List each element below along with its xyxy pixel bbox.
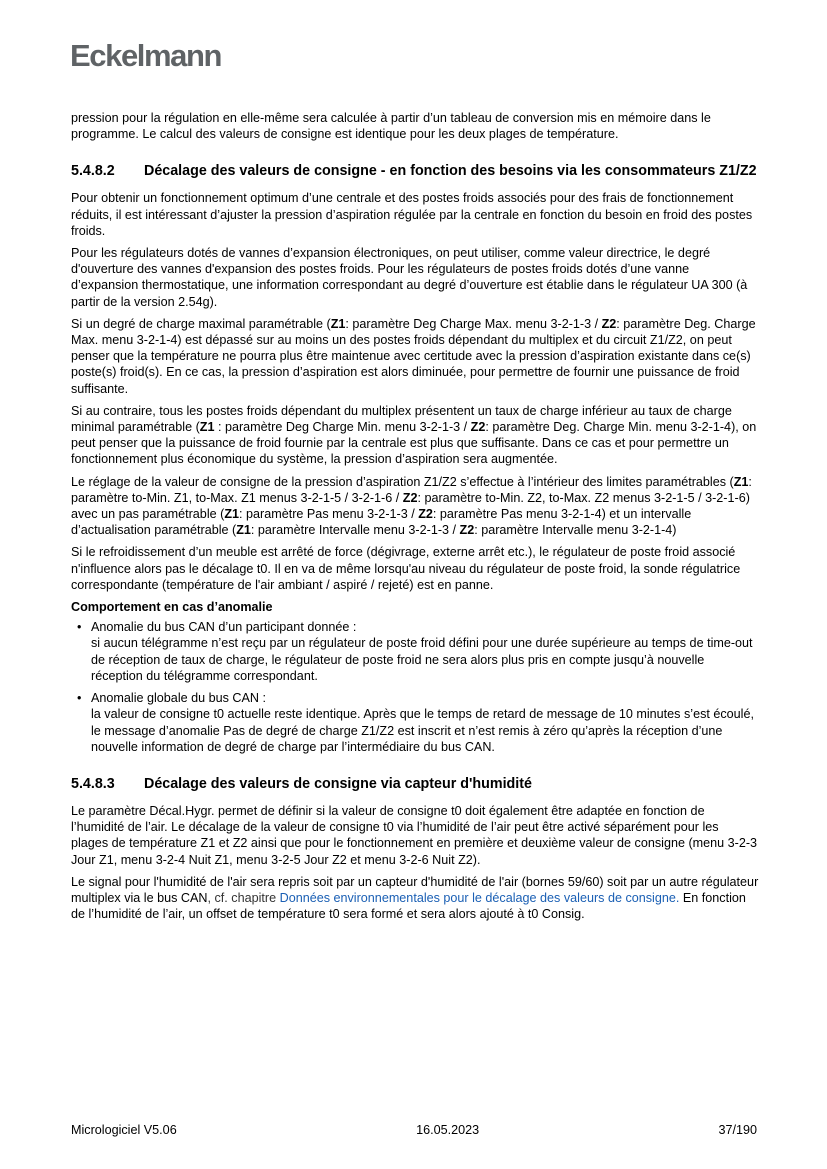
paragraph: Le paramètre Décal.Hygr. permet de définir si la valeur de consigne t0 doit également être adaptée en fonction de l’humidité de l’air. Le décalage de la valeur de consigne t0 via l’humidité de l’air peut être activé séparément pour les plages de température Z1 et Z2 ainsi que pour le fonctionnement en première et deuxième valeur de consigne (menu 3-2-3 Jour Z1, menu 3-2-4 Nuit Z1, menu 3-2-5 Jour Z2 et menu 3-2-6 Nuit Z2). <box>71 803 758 867</box>
text: : paramètre Pas menu 3-2-1-3 / <box>239 507 419 522</box>
list-item-title: Anomalie du bus CAN d’un participant donnée : <box>91 620 357 635</box>
text: : paramètre to-Min. Z1, to-Max. Z1 menus 3-2-1-5 / 3-2-1-6 / <box>71 474 752 505</box>
text: , cf. chapitre <box>207 890 280 905</box>
text: : paramètre Intervalle menu 3-2-1-3 / <box>250 523 460 538</box>
bullet-icon: • <box>77 620 82 635</box>
list-item <box>71 690 759 755</box>
text: : paramètre Deg. Charge Min. menu 3-2-1-4), on peut penser que la puissance de froid fournie par la centrale est plus que suffisante. Dans ce cas et pour permettre un fonctionnement plus économique du système, la pression d’aspiration sera augmentée. <box>71 420 757 467</box>
text: Le signal pour l'humidité de l'air sera repris soit par un capteur d'humidité de l'air (bornes 59/60) soit par un autre régulateur multiplex via le bus CAN <box>71 874 759 905</box>
text: : paramètre Deg Charge Max. menu 3-2-1-3 / <box>345 316 602 331</box>
list-item-text: si aucun télégramme n’est reçu par un régulateur de poste froid défini pour une durée supérieure au temps de time-out de réception de taux de charge, le régulateur de poste froid ne sera alors plus pris en compte jusqu’à nouvelle réception du télégramme correspondant. <box>91 636 753 683</box>
text: : paramètre Pas menu 3-2-1-4) et un intervalle d’actualisation paramétrable ( <box>71 507 692 538</box>
z2-label: Z2 <box>418 507 433 522</box>
text: En fonction de l’humidité de l’air, un offset de température t0 sera formé et sera alors ajouté à t0 Consig. <box>71 890 746 922</box>
section-title: Décalage des valeurs de consigne - en fonction des besoins via les consommateurs Z1/Z2 <box>144 163 757 180</box>
paragraph-max-charge <box>71 316 759 397</box>
z2-label: Z2 <box>459 523 475 538</box>
list-item-title: Anomalie globale du bus CAN : <box>91 691 267 706</box>
paragraph-min-charge <box>71 403 759 468</box>
chapter-link[interactable]: Données environnementales pour le décalage des valeurs de consigne. <box>279 890 680 905</box>
z2-label: Z2 <box>601 316 617 331</box>
z2-label: Z2 <box>402 490 418 505</box>
footer-firmware-version: Micrologiciel V5.06 <box>71 1123 177 1137</box>
section-number: 5.4.8.3 <box>71 775 115 792</box>
list-item <box>71 619 759 684</box>
section-number: 5.4.8.2 <box>71 163 115 180</box>
z1-label: Z1 <box>199 420 215 435</box>
paragraph: Pour les régulateurs dotés de vannes d’expansion électroniques, on peut utiliser, comme valeur directrice, le degré d'ouverture des vannes d'expansion des postes froids. Pour les régulateurs de postes froids dotés d’une vanne d’expansion thermostatique, une information correspondant au degré d’ouverture est établie dans le régulateur UA 300 (à partir de la version 2.54g). <box>71 246 748 309</box>
text: : paramètre Deg. Charge Max. menu 3-2-1-4) est dépassé sur au moins un des postes froids dépendant du multiplex et du circuit Z1/Z2, on peut penser que la température ne pourra plus être maintenue avec certitude avec la pression d’aspiration existante dans ce(s) poste(s) froid(s). En ce cas, la pression d’aspiration est alors diminuée, pour permettre de fournir une puissance de froid suffisante. <box>71 316 756 396</box>
intro-paragraph: pression pour la régulation en elle-même sera calculée à partir d’un tableau de conversion mis en mémoire dans le programme. Le calcul des valeurs de consigne est identique pour les deux plages de température. <box>71 111 711 142</box>
z1-label: Z1 <box>733 474 749 489</box>
eckelmann-logo: Eckelmann <box>70 38 222 73</box>
paragraph-setpoint-limits <box>71 474 759 539</box>
text: Si un degré de charge maximal paramétrable ( <box>71 316 331 331</box>
paragraph: Si le refroidissement d’un meuble est arrêté de force (dégivrage, externe arrêt etc.), le régulateur de poste froid associé n'influence alors pas le décalage t0. Il en va de même lorsqu'au niveau du régulateur de poste froid, la sonde régulatrice correspondante (température de l'air ambiant / aspiré / rejeté) est en panne. <box>71 545 741 592</box>
paragraph: Pour obtenir un fonctionnement optimum d’une centrale et des postes froids associés pour des frais de fonctionnement réduits, il est intéressant d’ajuster la pression d’aspiration régulée par la centrale en fonction du besoin en froid des postes froids. <box>71 191 753 238</box>
footer-date: 16.05.2023 <box>416 1123 480 1137</box>
section-heading-5482 <box>71 162 759 180</box>
bullet-icon: • <box>77 691 82 706</box>
z1-label: Z1 <box>236 523 251 538</box>
text: : paramètre Intervalle menu 3-2-1-4) <box>474 523 677 538</box>
text: Le réglage de la valeur de consigne de la pression d’aspiration Z1/Z2 s’effectue à l’intérieur des limites paramétrables ( <box>71 474 734 489</box>
z1-label: Z1 <box>224 507 240 522</box>
text: Si au contraire, tous les postes froids dépendant du multiplex présentent un taux de charge inférieur au taux de charge minimal paramétrable ( <box>71 403 732 435</box>
footer-page-number: 37/190 <box>718 1123 757 1137</box>
page-footer <box>71 1123 757 1137</box>
anomaly-heading: Comportement en cas d’anomalie <box>71 600 273 615</box>
z2-label: Z2 <box>470 420 486 435</box>
paragraph-humidity-signal <box>71 874 759 923</box>
anomaly-list <box>71 619 759 755</box>
list-item-text: la valeur de consigne t0 actuelle reste identique. Après que le temps de retard de message de 10 minutes s’est écoulé, le message d’anomalie Pas de degré de charge Z1/Z2 est inscrit et n’est remis à zéro qu’après la réception d’une nouvelle information de degré de charge par l’intermédiaire du bus CAN. <box>91 707 754 754</box>
section-title: Décalage des valeurs de consigne via capteur d'humidité <box>144 775 532 792</box>
section-heading-5483 <box>71 775 759 793</box>
z1-label: Z1 <box>330 316 346 331</box>
text: : paramètre Deg Charge Min. menu 3-2-1-3 / <box>214 420 471 435</box>
page-content <box>71 110 759 928</box>
text: : paramètre to-Min. Z2, to-Max. Z2 menus 3-2-1-5 / 3-2-1-6) avec un pas paramétrable ( <box>71 490 750 522</box>
